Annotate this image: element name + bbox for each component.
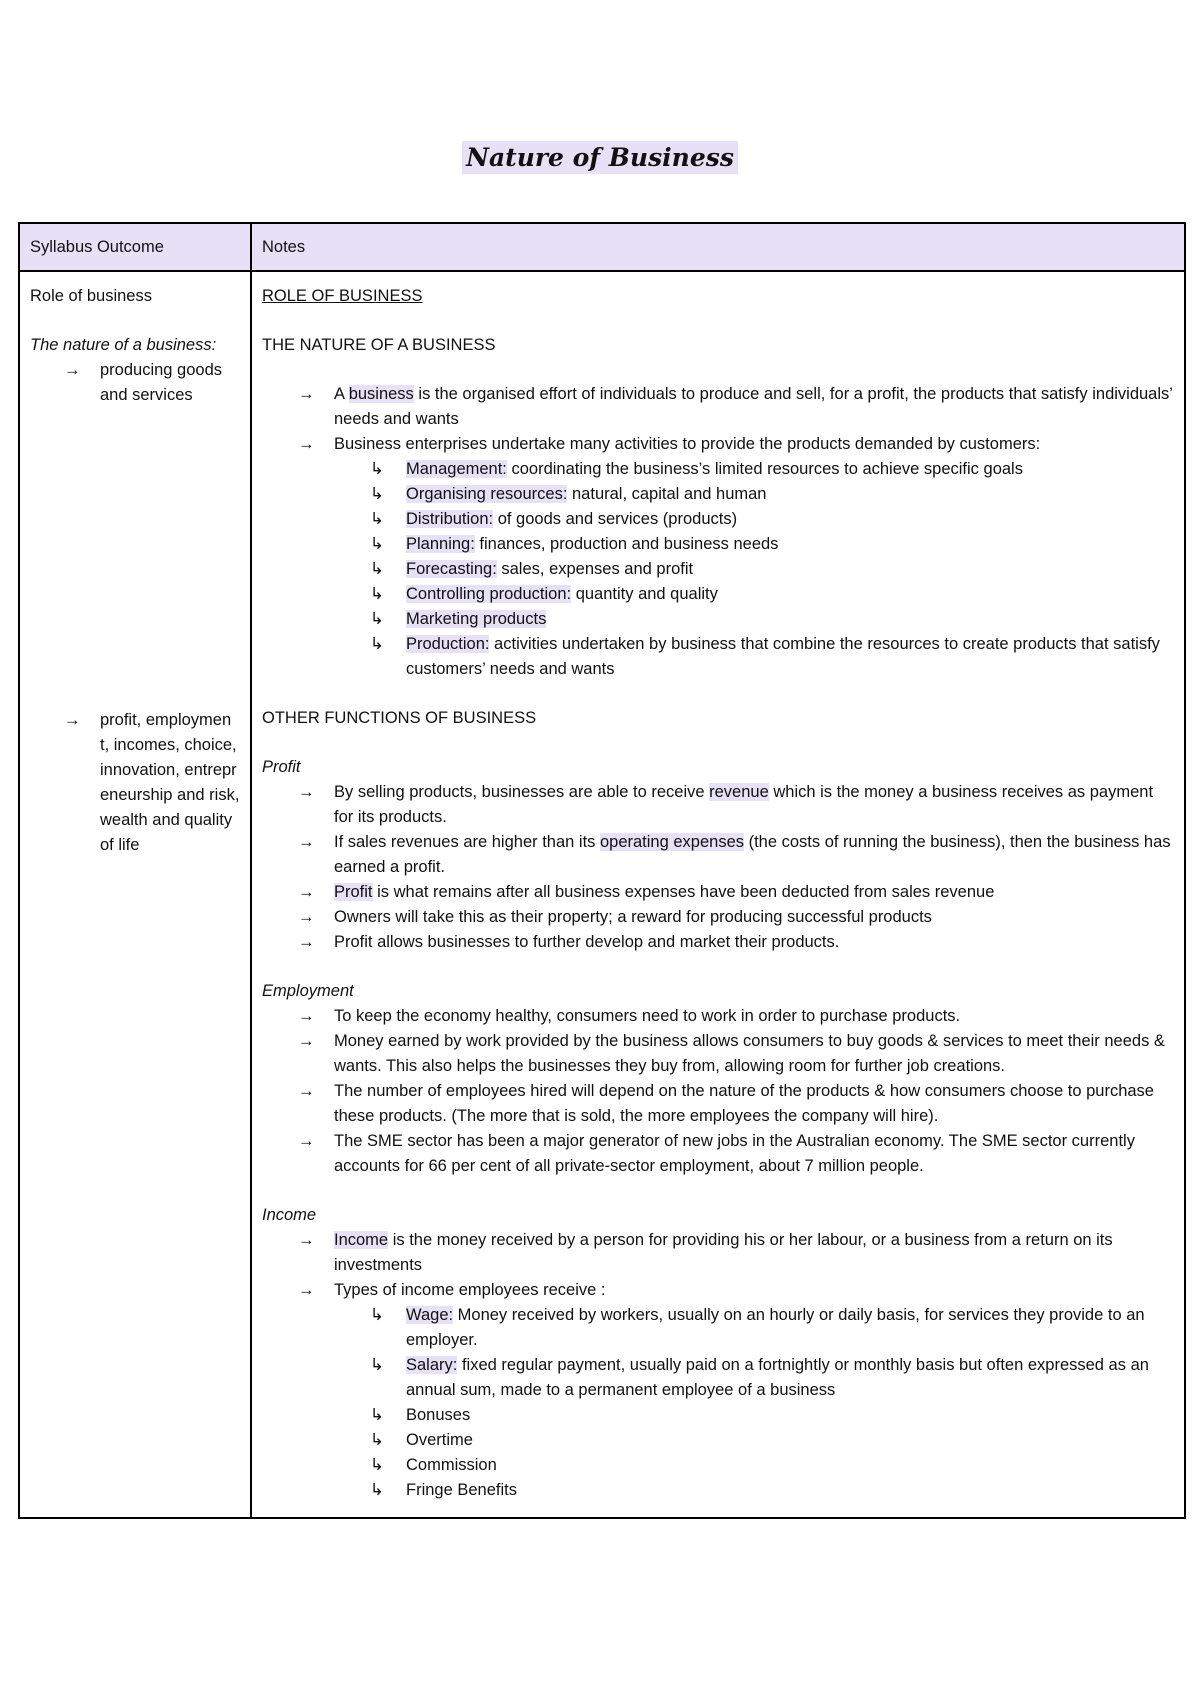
- other-functions-heading: OTHER FUNCTIONS OF BUSINESS: [262, 709, 537, 727]
- sub-list-item: ↳ Salary: fixed regular payment, usually paid on a fortnightly or monthly basis but often expressed as an annual sum, made to a permanent employee of a business: [370, 1353, 1174, 1403]
- notes-cell: [251, 271, 1185, 1518]
- sub-arrow-icon: ↳: [370, 585, 384, 603]
- arrow-icon: →: [298, 1132, 315, 1150]
- nature-heading: THE NATURE OF A BUSINESS: [262, 336, 496, 354]
- notes-table: [18, 222, 1186, 1519]
- sub-arrow-icon: ↳: [370, 1306, 384, 1324]
- arrow-icon: →: [298, 908, 315, 926]
- sub-arrow-icon: ↳: [370, 1481, 384, 1499]
- arrow-icon: →: [298, 833, 315, 851]
- sub-arrow-icon: ↳: [370, 510, 384, 528]
- arrow-icon: →: [64, 711, 81, 729]
- arrow-icon: →: [298, 1007, 315, 1025]
- list-item: → The number of employees hired will depend on the nature of the products & how consumers choose to purchase these products. (The more that is sold, the more employees the company will hire).: [298, 1079, 1174, 1129]
- sub-arrow-icon: ↳: [370, 1406, 384, 1424]
- list-item: → Profit is what remains after all business expenses have been deducted from sales revenue: [298, 880, 1174, 905]
- sub-list-item: ↳ Bonuses: [370, 1403, 1174, 1428]
- sub-list-item: ↳ Forecasting: sales, expenses and profit: [370, 557, 1174, 582]
- sub-arrow-icon: ↳: [370, 1456, 384, 1474]
- list-item: → If sales revenues are higher than its operating expenses (the costs of running the business), then the business has earned a profit.: [298, 830, 1174, 880]
- header-syllabus-outcome: Syllabus Outcome: [19, 223, 251, 271]
- arrow-icon: →: [298, 435, 315, 453]
- sub-arrow-icon: ↳: [370, 1431, 384, 1449]
- nature-label: The nature of a business:: [30, 336, 217, 354]
- table-header-row: [19, 223, 1185, 271]
- sub-list-item: ↳ Overtime: [370, 1428, 1174, 1453]
- arrow-icon: →: [64, 361, 81, 379]
- list-item: → To keep the economy healthy, consumers need to work in order to purchase products.: [298, 1004, 1174, 1029]
- list-item: → By selling products, businesses are able to receive revenue which is the money a business receives as payment for its products.: [298, 780, 1174, 830]
- arrow-icon: →: [298, 1231, 315, 1249]
- profit-heading: Profit: [262, 758, 301, 776]
- highlighted-term: business: [348, 385, 414, 403]
- list-item: → A business is the organised effort of individuals to produce and sell, for a profit, the products that satisfy individuals’ needs and wants: [298, 382, 1174, 432]
- arrow-icon: →: [298, 933, 315, 951]
- sub-list-item: ↳ Organising resources: natural, capital and human: [370, 482, 1174, 507]
- arrow-icon: →: [298, 1082, 315, 1100]
- employment-heading: Employment: [262, 982, 354, 1000]
- list-item: → Owners will take this as their property; a reward for producing successful products: [298, 905, 1174, 930]
- sub-arrow-icon: ↳: [370, 1356, 384, 1374]
- outcome-item: → profit, employment, incomes, choice, innovation, entrepreneurship and risk, wealth and quality of life: [64, 708, 240, 858]
- sub-list-item: ↳ Management: coordinating the business’s limited resources to achieve specific goals: [370, 457, 1174, 482]
- sub-list-item: ↳ Marketing products: [370, 607, 1174, 632]
- sub-list-item: ↳ Planning: finances, production and business needs: [370, 532, 1174, 557]
- arrow-icon: →: [298, 1281, 315, 1299]
- sub-list-item: ↳ Wage: Money received by workers, usually on an hourly or daily basis, for services they provide to an employer.: [370, 1303, 1174, 1353]
- sub-arrow-icon: ↳: [370, 535, 384, 553]
- list-item: → The SME sector has been a major generator of new jobs in the Australian economy. The SME sector currently accounts for 66 per cent of all private-sector employment, about 7 million people.: [298, 1129, 1174, 1179]
- list-item: → Business enterprises undertake many activities to provide the products demanded by customers:: [298, 432, 1174, 457]
- list-item: → Money earned by work provided by the business allows consumers to buy goods & services to meet their needs & wants. This also helps the businesses they buy from, allowing room for further job creations.: [298, 1029, 1174, 1079]
- header-notes: Notes: [251, 223, 1185, 271]
- sub-list-item: ↳ Commission: [370, 1453, 1174, 1478]
- outcome-heading: Role of business: [30, 287, 152, 305]
- income-heading: Income: [262, 1206, 317, 1224]
- list-item: → Profit allows businesses to further develop and market their products.: [298, 930, 1174, 955]
- sub-arrow-icon: ↳: [370, 635, 384, 653]
- sub-arrow-icon: ↳: [370, 460, 384, 478]
- sub-list-item: ↳ Distribution: of goods and services (products): [370, 507, 1174, 532]
- page-title: Nature of Business: [0, 143, 1200, 172]
- sub-list-item: ↳ Controlling production: quantity and quality: [370, 582, 1174, 607]
- section-title: ROLE OF BUSINESS: [262, 287, 423, 305]
- arrow-icon: →: [298, 883, 315, 901]
- arrow-icon: →: [298, 385, 315, 403]
- list-item: → Income is the money received by a person for providing his or her labour, or a business from a return on its investments: [298, 1228, 1174, 1278]
- sub-arrow-icon: ↳: [370, 560, 384, 578]
- sub-arrow-icon: ↳: [370, 610, 384, 628]
- outcome-item: → producing goods and services: [64, 358, 240, 408]
- list-item: → Types of income employees receive :: [298, 1278, 1174, 1303]
- sub-list-item: ↳ Fringe Benefits: [370, 1478, 1174, 1503]
- syllabus-outcome-cell: [19, 271, 251, 1518]
- arrow-icon: →: [298, 783, 315, 801]
- arrow-icon: →: [298, 1032, 315, 1050]
- sub-arrow-icon: ↳: [370, 485, 384, 503]
- table-row: [19, 271, 1185, 1518]
- sub-list-item: ↳ Production: activities undertaken by business that combine the resources to create products that satisfy customers’ needs and wants: [370, 632, 1174, 682]
